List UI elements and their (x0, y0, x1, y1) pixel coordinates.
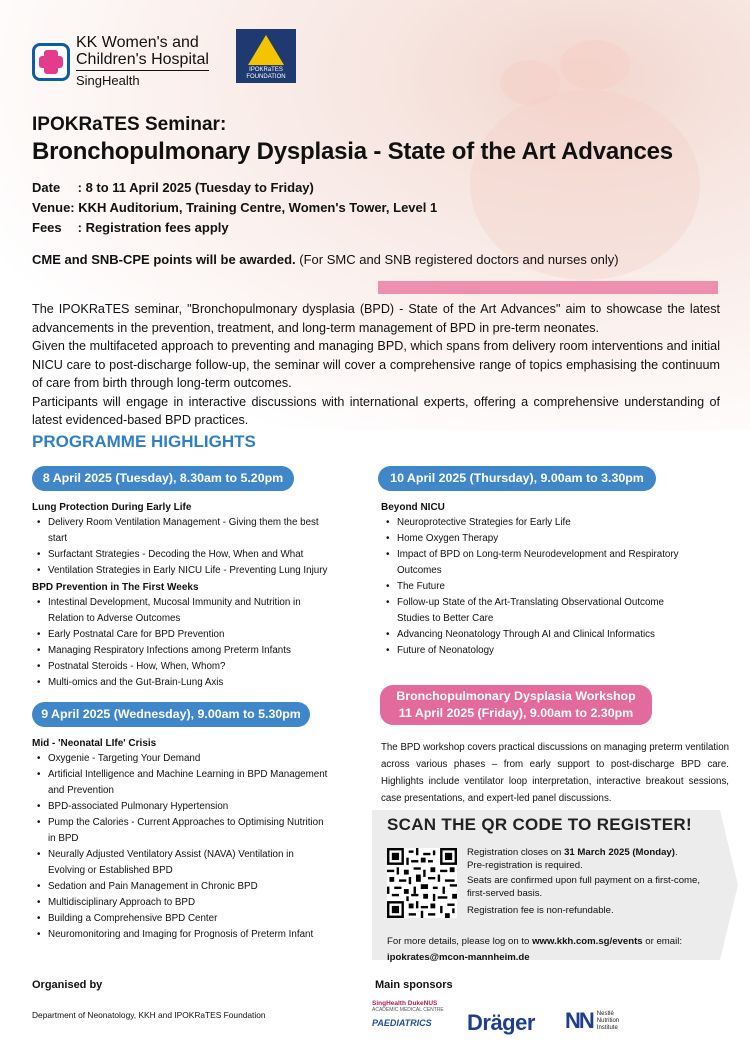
list-item: • Pump the Calories - Current Approaches to Optimising Nutrition (32, 815, 372, 831)
triangle-icon (248, 35, 284, 65)
singhealth-dukenus-logo (372, 1000, 452, 1038)
list-item: • Neuromonitoring and Imaging for Prognosis of Preterm Infant (32, 927, 372, 943)
nestle-nutrition-institute-logo (565, 1008, 619, 1034)
workshop-description: The BPD workshop covers practical discussions on managing preterm ventilation across various phases – from early support to post-discharge BPD care. Highlights include ventilator loop interpretation, interactive breakout sessions, case presentations, and expert-led panel discussions. (381, 742, 729, 804)
preregistration-note: Pre-registration is required. (467, 860, 583, 871)
day2-pill: 9 April 2025 (Wednesday), 9.00am to 5.30pm (32, 702, 310, 727)
kkh-cross-icon (32, 43, 70, 81)
cme-note: (For SMC and SNB registered doctors and nurses only) (295, 252, 619, 267)
list-item: • Postnatal Steroids - How, When, Whom? (32, 659, 362, 675)
date-row (32, 180, 314, 195)
programme-heading: PROGRAMME HIGHLIGHTS (32, 432, 256, 451)
sponsor1-dept: PAEDIATRICS (372, 1018, 432, 1028)
workshop-date: 11 April 2025 (Friday), 9.00am to 2.30pm (398, 706, 634, 720)
intro-text (32, 300, 720, 430)
list-item: • Sedation and Pain Management in Chronic BPD (32, 879, 372, 895)
list-item: Outcomes (397, 565, 442, 576)
day1-pill: 8 April 2025 (Tuesday), 8.30am to 5.20pm (32, 466, 294, 491)
list-item: • Follow-up State of the Art-Translating Observational Outcome (381, 595, 726, 611)
intro-paragraph: Participants will engage in interactive discussions with international experts, offering a comprehensive understanding of latest evidenced-based BPD practices. (32, 394, 720, 427)
list-item: • Future of Neonatology (381, 643, 726, 659)
list-item: • Artificial Intelligence and Machine Learning in BPD Management (32, 767, 372, 783)
baby-toe-shape (560, 40, 630, 90)
list-item: Evolving or Established BPD (48, 865, 173, 876)
list-item: Relation to Adverse Outcomes (48, 613, 181, 624)
more-mid: or email: (642, 936, 683, 947)
kkh-logo (32, 34, 209, 89)
foundation-line1: IPOKRaTES (249, 67, 283, 73)
refund-note: Registration fee is non-refundable. (467, 905, 614, 916)
list-item: • Neurally Adjusted Ventilatory Assist (NAVA) Ventilation in (32, 847, 372, 863)
contact-email-link[interactable]: ipokrates@mcon-mannheim.de (387, 951, 530, 963)
hospital-name-line2: Children's Hospital (76, 51, 209, 68)
day3-section1-list (381, 515, 726, 659)
venue-row (32, 200, 437, 215)
list-item: • Neuroprotective Strategies for Early Life (381, 515, 726, 531)
list-item: • Home Oxygen Therapy (381, 531, 726, 547)
organiser-text: Department of Neonatology, KKH and IPOKRaTES Foundation (32, 1010, 266, 1020)
intro-paragraph: Given the multifaceted approach to preventing and managing BPD, which spans from delivery room interventions and initial NICU care to post-discharge follow-up, the seminar will cover a comprehensive range of topics emphasising the continuum of care from birth through long-term outcomes. (32, 339, 720, 390)
hospital-name-line1: KK Women's and (76, 34, 199, 51)
fees-value: : Registration fees apply (77, 220, 229, 235)
fees-label: Fees (32, 220, 62, 235)
drager-logo: Dräger (467, 1010, 535, 1035)
list-item: • Building a Comprehensive BPD Center (32, 911, 372, 927)
workshop-pill (380, 685, 652, 725)
sponsor1-name: SingHealth DukeNUS (372, 1000, 438, 1007)
day1-section2-list (32, 595, 362, 691)
date-label: Date (32, 180, 61, 195)
list-item: and Prevention (48, 785, 114, 796)
seminar-subtitle: IPOKRaTES Seminar: (32, 114, 227, 135)
pink-divider (378, 281, 718, 294)
day1-section1-list (32, 515, 362, 579)
intro-paragraph: The IPOKRaTES seminar, "Bronchopulmonary dysplasia (BPD) - State of the Art Advances" aim to showcase the latest advancements in the prevention, treatment, and long-term management of BPD in pre-term neonates. (32, 302, 720, 335)
deadline-suffix: . (674, 847, 678, 858)
more-prefix: For more details, please log on to (387, 936, 533, 947)
list-item: • The Future (381, 579, 726, 595)
workshop-title: Bronchopulmonary Dysplasia Workshop (396, 689, 636, 703)
list-item: • Oxygenie - Targeting Your Demand (32, 751, 372, 767)
cme-bold: CME and SNB-CPE points will be awarded. (32, 252, 296, 267)
foundation-line2: FOUNDATION (246, 74, 286, 80)
list-item: • Impact of BPD on Long-term Neurodevelopment and Respiratory (381, 547, 726, 563)
cme-notice (32, 252, 619, 267)
sponsors-heading: Main sponsors (375, 979, 453, 991)
sponsor1-sub: ACADEMIC MEDICAL CENTRE (372, 1007, 444, 1013)
day1-section1-title: Lung Protection During Early Life (32, 502, 192, 513)
list-item: • Intestinal Development, Mucosal Immunity and Nutrition in (32, 595, 362, 611)
registration-deadline (467, 846, 717, 859)
seminar-title: Bronchopulmonary Dysplasia - State of the Art Advances (32, 138, 673, 165)
register-heading: SCAN THE QR CODE TO REGISTER! (387, 815, 692, 834)
deadline-date: 31 March 2025 (Monday) (564, 847, 675, 858)
list-item: start (48, 533, 68, 544)
day1-section2-title: BPD Prevention in The First Weeks (32, 582, 199, 593)
list-item: in BPD (48, 833, 79, 844)
list-item: • Surfactant Strategies - Decoding the How, When and What (32, 547, 362, 563)
seats-note: Seats are confirmed upon full payment on a first-come, first-served basis. (467, 875, 701, 899)
deadline-prefix: Registration closes on (467, 847, 565, 858)
registration-qr-code[interactable] (387, 848, 457, 918)
sponsor3-line2: Nutrition (596, 1017, 620, 1024)
hospital-group: SingHealth (76, 70, 209, 89)
day3-pill: 10 April 2025 (Thursday), 9.00am to 3.30pm (378, 466, 656, 491)
events-link[interactable]: www.kkh.com.sg/events (532, 936, 643, 947)
list-item: Studies to Better Care (397, 613, 494, 624)
list-item: • Managing Respiratory Infections among Preterm Infants (32, 643, 362, 659)
more-details (387, 934, 717, 965)
registration-arrow (720, 810, 738, 960)
sponsor3-line3: Institute (596, 1024, 618, 1031)
nni-mark: NN (565, 1008, 593, 1033)
organised-by-heading: Organised by (32, 979, 103, 991)
day2-section1-title: Mid - 'Neonatal LIfe' Crisis (32, 738, 157, 749)
list-item: • Multidisciplinary Approach to BPD (32, 895, 372, 911)
list-item: • Advancing Neonatology Through AI and Clinical Informatics (381, 627, 726, 643)
day3-section1-title: Beyond NICU (381, 502, 445, 513)
list-item: • BPD-associated Pulmonary Hypertension (32, 799, 372, 815)
day2-section1-list (32, 751, 372, 943)
fees-row (32, 220, 229, 235)
venue-label: Venue: (32, 200, 75, 215)
date-value: : 8 to 11 April 2025 (Tuesday to Friday) (77, 180, 314, 195)
list-item: • Ventilation Strategies in Early NICU Life - Preventing Lung Injury (32, 563, 362, 579)
list-item: • Early Postnatal Care for BPD Prevention (32, 627, 362, 643)
venue-value: KKH Auditorium, Training Centre, Women's Tower, Level 1 (78, 200, 438, 215)
registration-info (467, 846, 717, 919)
sponsor3-line1: Nestlé (596, 1010, 614, 1017)
ipokrates-foundation-logo (236, 29, 296, 83)
list-item: • Delivery Room Ventilation Management - Giving them the best (32, 515, 362, 531)
list-item: • Multi-omics and the Gut-Brain-Lung Axis (32, 675, 362, 691)
